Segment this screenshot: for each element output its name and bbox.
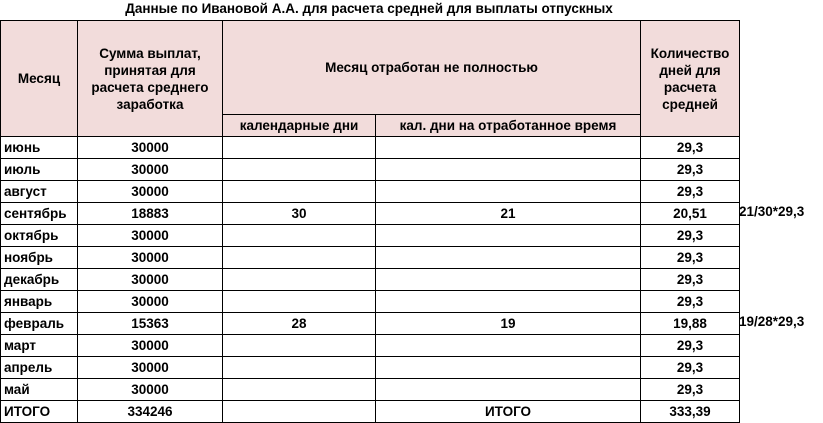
table-row [1, 335, 740, 357]
sum-cell: 30000 [78, 159, 223, 181]
calendar-days-cell [223, 247, 376, 269]
sum-cell: 30000 [78, 247, 223, 269]
table-row [1, 357, 740, 379]
days-count-cell: 29,3 [641, 181, 740, 203]
header-sum: Сумма выплат, принятая для расчета среднего заработка [78, 21, 223, 137]
table-row [1, 203, 740, 225]
header-partial-month: Месяц отработан не полностью [223, 21, 641, 115]
header-calendar-days: календарные дни [223, 115, 376, 137]
sum-cell: 30000 [78, 137, 223, 159]
table-row [1, 225, 740, 247]
calendar-days-cell [223, 291, 376, 313]
month-cell: июль [1, 159, 78, 181]
days-count-cell: 29,3 [641, 137, 740, 159]
worked-days-cell [376, 159, 641, 181]
sum-cell: 30000 [78, 269, 223, 291]
month-cell: декабрь [1, 269, 78, 291]
header-days-count: Количество дней для расчета средней [641, 21, 740, 137]
days-count-cell: 20,51 [641, 203, 740, 225]
days-count-cell: 29,3 [641, 159, 740, 181]
calendar-days-cell [223, 269, 376, 291]
calendar-days-cell [223, 379, 376, 401]
table-row [1, 181, 740, 203]
month-cell: февраль [1, 313, 78, 335]
days-count-cell: 29,3 [641, 379, 740, 401]
worked-days-cell: 21 [376, 203, 641, 225]
sum-cell: 30000 [78, 335, 223, 357]
worked-days-cell [376, 291, 641, 313]
calendar-days-cell [223, 137, 376, 159]
calendar-days-cell: 30 [223, 203, 376, 225]
days-count-cell: 29,3 [641, 291, 740, 313]
days-count-cell: 29,3 [641, 357, 740, 379]
days-count-cell: 19,88 [641, 313, 740, 335]
worked-days-cell [376, 335, 641, 357]
header-worked-days: кал. дни на отработанное время [376, 115, 641, 137]
month-cell: апрель [1, 357, 78, 379]
month-cell: август [1, 181, 78, 203]
month-cell: ноябрь [1, 247, 78, 269]
days-count-cell: 29,3 [641, 225, 740, 247]
total-label-cell: ИТОГО [1, 401, 78, 423]
days-count-cell: 29,3 [641, 247, 740, 269]
month-cell: январь [1, 291, 78, 313]
table-row [1, 247, 740, 269]
worked-days-cell [376, 137, 641, 159]
calendar-days-cell [223, 335, 376, 357]
header-month: Месяц [1, 21, 78, 137]
calendar-days-cell [223, 401, 376, 423]
sum-cell: 30000 [78, 291, 223, 313]
month-cell: июнь [1, 137, 78, 159]
table-row [1, 291, 740, 313]
worked-days-cell [376, 181, 641, 203]
worked-days-cell [376, 225, 641, 247]
table-title: Данные по Ивановой А.А. для расчета средней для выплаты отпускных [125, 1, 613, 16]
days-count-cell: 29,3 [641, 335, 740, 357]
table-row [1, 269, 740, 291]
table-row [1, 159, 740, 181]
month-cell: март [1, 335, 78, 357]
september-formula-note: 21/30*29,3 [739, 204, 805, 219]
sum-cell: 30000 [78, 225, 223, 247]
table-row [1, 313, 740, 335]
month-cell: сентябрь [1, 203, 78, 225]
sum-cell: 30000 [78, 357, 223, 379]
worked-days-cell [376, 247, 641, 269]
calendar-days-cell [223, 159, 376, 181]
sum-cell: 30000 [78, 379, 223, 401]
february-formula-note: 19/28*29,3 [739, 314, 805, 329]
worked-days-cell [376, 379, 641, 401]
table-row [1, 379, 740, 401]
total-label-cell-2: ИТОГО [376, 401, 641, 423]
calendar-days-cell [223, 181, 376, 203]
total-row [1, 401, 740, 423]
sum-cell: 30000 [78, 181, 223, 203]
calendar-days-cell [223, 357, 376, 379]
days-count-cell: 29,3 [641, 269, 740, 291]
calendar-days-cell [223, 225, 376, 247]
table-row [1, 137, 740, 159]
month-cell: октябрь [1, 225, 78, 247]
sum-cell: 18883 [78, 203, 223, 225]
worked-days-cell [376, 357, 641, 379]
total-days-cell: 333,39 [641, 401, 740, 423]
month-cell: май [1, 379, 78, 401]
calendar-days-cell: 28 [223, 313, 376, 335]
worked-days-cell [376, 269, 641, 291]
vacation-data-table [0, 20, 740, 423]
worked-days-cell: 19 [376, 313, 641, 335]
total-sum-cell: 334246 [78, 401, 223, 423]
sum-cell: 15363 [78, 313, 223, 335]
